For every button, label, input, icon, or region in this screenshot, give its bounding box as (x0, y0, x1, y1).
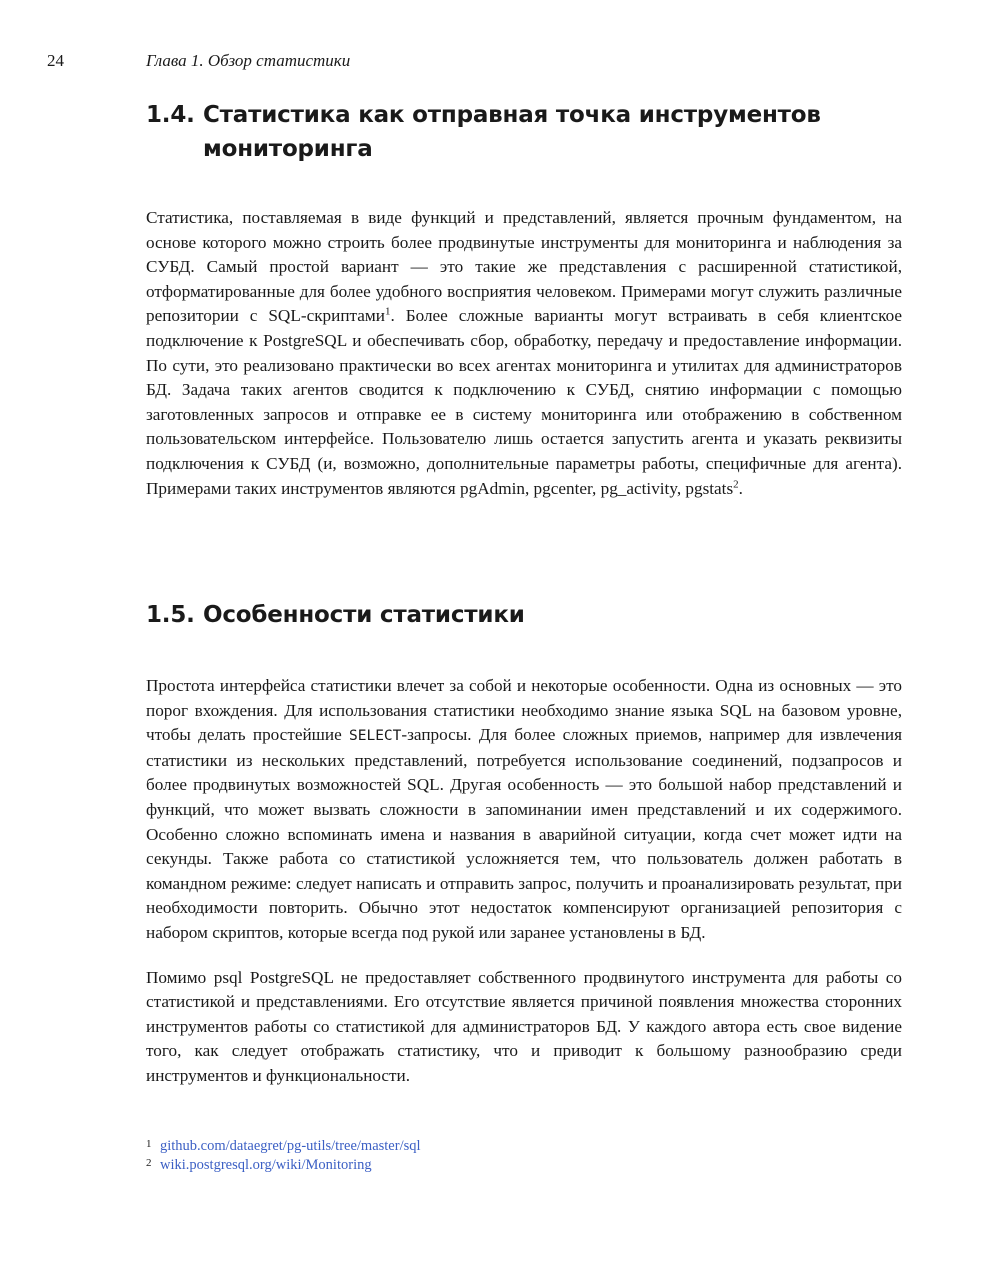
footnote-ref[interactable]: 2 (733, 477, 739, 490)
footnote-mark: 1 (146, 1138, 152, 1150)
footnotes (146, 1137, 746, 1175)
inline-code: SELECT (349, 728, 402, 745)
footnote-mark: 2 (146, 1157, 152, 1169)
section-heading (146, 598, 902, 632)
paragraph (146, 206, 902, 501)
footnote-link[interactable]: wiki.postgresql.org/wiki/Monitoring (160, 1157, 372, 1173)
paragraph-text: Простота интерфейса статистики влечет за собой и некоторые особенности. Одна из основных — это порог вхождения. Для использования статистики необходимо знание языка SQL на базовом уровне, чтобы делать простейшие (146, 676, 902, 745)
section-number: 1.4. (146, 102, 195, 128)
footnote-link[interactable]: github.com/dataegret/pg-utils/tree/master/sql (160, 1138, 421, 1154)
section-title: Особенности статистики (203, 602, 525, 628)
paragraph (146, 674, 902, 946)
section-1-4 (146, 98, 902, 501)
footnote (146, 1156, 746, 1175)
footnote-ref[interactable]: 1 (384, 305, 391, 318)
paragraph-text: . (738, 478, 743, 498)
footnote (146, 1137, 746, 1156)
section-title: Статистика как отправная точка инструментов мониторинга (203, 102, 821, 162)
section-1-5 (146, 598, 902, 1089)
page-number: 24 (47, 51, 64, 70)
section-heading (146, 98, 902, 166)
paragraph: Помимо psql PostgreSQL не предоставляет собственного продвинутого инструмента для работы со статистикой и представлениями. Его отсутствие является причиной появления множества сторонних инструментов работы со статистикой для администраторов БД. У каждого автора есть свое видение того, как следует отображать статистику, что и приводит к большому разнообразию среди инструментов и функциональности. (146, 967, 902, 1085)
paragraph-text: -запросы. Для более сложных приемов, например для извлечения статистики из нескольких представлений, потребуется использование соединений, подзапросов и более продвинутых возможностей SQL. Другая особенность — это большой набор представлений и функций, что может вызвать сложности в запоминании имен представлений и их содержимого. Особенно сложно вспоминать имена и названия в аварийной ситуации, когда счет может идти на секунды. Также работа со статистикой усложняется тем, что пользователь должен работать в командном режиме: следует написать и отправить запрос, получить и проанализировать результат, при необходимости повторить. Обычно этот недостаток компенсируют организацией репозитория с набором скриптов, которые всегда под рукой или заранее установлены в БД. (146, 725, 903, 942)
paragraph-text: . Более сложные варианты могут встраивать в себя клиентское подключение к PostgreSQL и обеспечивать сбор, обработку, передачу и предоставление информации. По сути, это реализовано практически во всех агентах мониторинга и утилитах для администраторов БД. Задача таких агентов сводится к подключению к СУБД, снятию информации с помощью заготовленных запросов и отправке ее в систему мониторинга или отображению в собственном пользовательском интерфейсе. Пользователю лишь остается запустить агента и указать реквизиты подключения к СУБД (и, возможно, дополнительные параметры работы, специфичные для агента). Примерами таких инструментов являются pgAdmin, pgcenter, pg_activity, pgstats (146, 306, 902, 498)
running-header: Глава 1. Обзор статистики (146, 51, 351, 70)
section-number: 1.5. (146, 602, 195, 628)
paragraph-text: Статистика, поставляемая в виде функций и представлений, является прочным фундаментом, на основе которого можно строить более продвинутые инструменты для мониторинга и наблюдения за СУБД. Самый простой вариант — это такие же представления с расширенной статистикой, отформатированные для более удобного восприятия человеком. Примерами могут служить различные репозитории с SQL-скриптами (146, 208, 902, 326)
